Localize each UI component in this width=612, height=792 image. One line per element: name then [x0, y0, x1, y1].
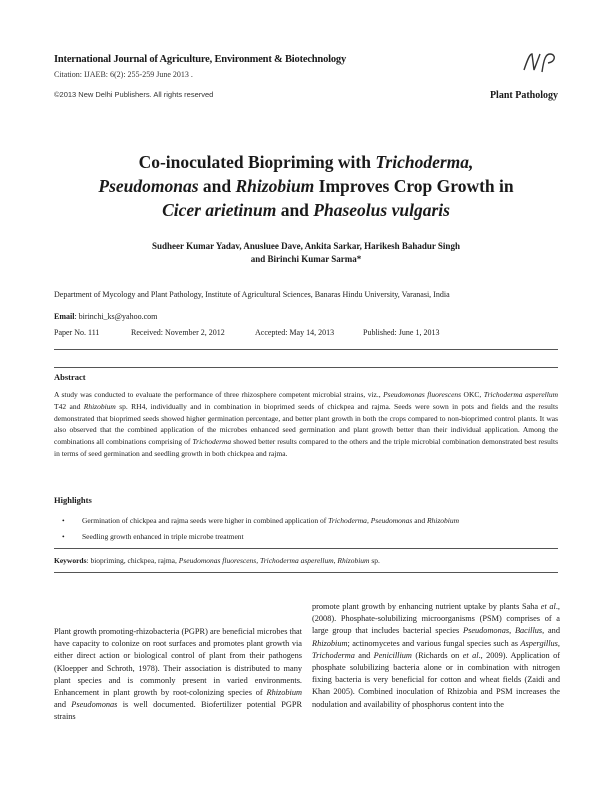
authors-line: Sudheer Kumar Yadav, Anusluee Dave, Ankita Sarkar, Harikesh Bahadur Singh: [152, 241, 460, 251]
body-text: ,: [509, 626, 515, 636]
abstract-italic: Trichoderma: [192, 437, 232, 447]
publisher-logo: [520, 48, 560, 76]
authors: [100, 240, 512, 266]
divider: [54, 572, 558, 573]
title-genus: Trichoderma,: [375, 152, 474, 172]
title-part: and: [198, 176, 236, 196]
abstract-italic: Trichoderma asperellum: [483, 390, 558, 399]
body-text: is well documented. Biofertilizer potential PGPR strains: [54, 700, 303, 722]
title-part: Co-inoculated Biopriming with: [138, 152, 376, 172]
keywords-text: sp.: [369, 556, 380, 565]
body-text: and: [54, 700, 72, 710]
highlight-italic: Rhizobium: [426, 516, 460, 525]
highlight-text: Germination of chickpea and rajma seeds were higher in combined application of: [82, 516, 329, 525]
divider: [54, 548, 558, 549]
authors-line: and Birinchi Kumar Sarma*: [250, 254, 362, 264]
title-genus: Pseudomonas: [98, 176, 199, 196]
abstract-run: showed better results compared to the others and the triple microbial combination demonstrated best results in terms of seed germination and seedling growth in both chickpea and rajma.: [54, 437, 558, 458]
paper-title: [60, 150, 552, 222]
citation: Citation: IJAEB: 6(2): 255-259 June 2013 .: [54, 70, 193, 79]
copyright: ©2013 New Delhi Publishers. All rights reserved: [54, 90, 214, 99]
logo-text: NP: [540, 75, 542, 76]
published-date: Published: June 1, 2013: [363, 328, 440, 337]
title-species: Phaseolus vulgaris: [313, 200, 450, 220]
accepted-date: Accepted: May 14, 2013: [255, 328, 335, 337]
abstract-run: sp. RH4, individually and in combination in bioprimed seeds of chickpea and rajma. Seeds were sown in pots and fields and the results demonstrated that bioprimed seeds showed higher germination percentage, and better plant growth in both the crops compared to non-bioprimed control plants. It was also observed that the combined application of the microbes enhanced seed germination and plant growth better than their individual application. Among the combinations all combinations comprising of: [54, 401, 559, 447]
body-italic: Rhizobium: [266, 688, 302, 698]
keywords-label: Keywords: [54, 556, 87, 565]
paper-dates: [54, 328, 439, 337]
keywords-text: ,: [333, 556, 338, 565]
email-label: Email: [54, 312, 75, 321]
keywords-text: : biopriming, chickpea, rajma,: [86, 556, 179, 565]
keywords: [54, 556, 380, 565]
section-tag: Plant Pathology: [489, 90, 558, 101]
highlight-item: [62, 532, 244, 541]
title-part: and: [276, 200, 314, 220]
body-text: (Richards on: [411, 650, 463, 660]
journal-name: International Journal of Agriculture, Environment & Biotechnology: [54, 54, 346, 65]
bullet-icon: •: [62, 516, 65, 525]
body-italic: et al: [540, 602, 556, 611]
body-text: ; actinomycetes and various fungal species such as: [347, 638, 521, 648]
highlight-text: Seedling growth enhanced in triple microbe treatment: [82, 532, 244, 541]
body-text: and: [354, 650, 374, 660]
highlights-heading: Highlights: [54, 495, 92, 505]
body-italic: Pseudomonas: [71, 700, 118, 710]
highlight-italic: Pseudomonas: [370, 516, 413, 525]
body-italic: Aspergillus: [520, 638, 558, 648]
email-line: [54, 312, 157, 321]
keywords-text: ,: [256, 556, 260, 565]
highlight-text: and: [412, 516, 427, 525]
email-address[interactable]: : birinchi_ks@yahoo.com: [74, 312, 158, 321]
title-species: Cicer arietinum: [162, 200, 277, 220]
keyword-italic: Rhizobium: [337, 556, 370, 565]
body-text: ., 2009). Application of phosphate solubilizing bacteria alone or in combination with nitrogen fixing bacteria is very beneficial for cotton and wheat fields (Zaidi and Khan 2005). Combined inoculation of Rhizobia and PSM increases the nodulation and availability of phosphorus content into the: [312, 650, 560, 709]
body-italic: Penicillium: [373, 650, 412, 660]
body-italic: Bacillus: [514, 626, 543, 636]
body-text: Plant growth promoting-rhizobacteria (PGPR) are beneficial microbes that have capacity to colonize on root surfaces and promotes plant growth via either direct action or biological control of plant from their pathogens (Kloepper and Schroth, 1978). Their association is distributed to many plant species and is commonly present in varied environments. Enhancement in plant growth by root-colonizing species of: [54, 627, 302, 698]
bullet-icon: •: [62, 532, 65, 541]
highlight-item: [62, 516, 459, 525]
abstract-run: A study was conducted to evaluate the performance of three rhizosphere competent microbial strains, viz.,: [54, 390, 384, 399]
abstract-run: OKC,: [461, 390, 484, 399]
keyword-italic: Trichoderma asperellum: [259, 556, 334, 565]
body-column-left: [54, 626, 302, 724]
received-date: Received: November 2, 2012: [131, 328, 225, 337]
paper-number: Paper No. 111: [54, 328, 100, 337]
body-text: ., (2008). Phosphate-solubilizing microorganisms (PSM) comprises of a large group that includes bacterial species: [312, 602, 561, 636]
abstract-italic: Rhizobium: [83, 401, 116, 411]
title-part: Improves Crop Growth in: [314, 176, 514, 196]
affiliation: Department of Mycology and Plant Pathology, Institute of Agricultural Sciences, Banaras Hindu University, Varanasi, India: [54, 290, 450, 299]
abstract-run: T42 and: [54, 401, 84, 411]
body-text: ,: [557, 638, 560, 648]
highlight-italic: Trichoderma: [328, 516, 367, 525]
abstract-italic: Pseudomonas fluorescens: [383, 390, 462, 399]
body-italic: Rhizobium: [312, 638, 348, 648]
divider: [54, 367, 558, 368]
abstract-heading: Abstract: [54, 372, 86, 382]
highlight-text: ,: [366, 516, 371, 525]
body-column-right: [312, 601, 560, 711]
abstract-text: [54, 389, 558, 460]
title-genus: Rhizobium: [235, 176, 315, 196]
divider: [54, 349, 558, 350]
body-italic: et al: [462, 650, 479, 660]
body-italic: Trichoderma: [312, 650, 355, 660]
body-text: promote plant growth by enhancing nutrient uptake by plants Saha: [312, 602, 541, 611]
body-italic: Pseudomonas: [463, 626, 510, 636]
body-text: , and: [542, 626, 560, 636]
keyword-italic: Pseudomonas fluorescens: [178, 556, 257, 565]
